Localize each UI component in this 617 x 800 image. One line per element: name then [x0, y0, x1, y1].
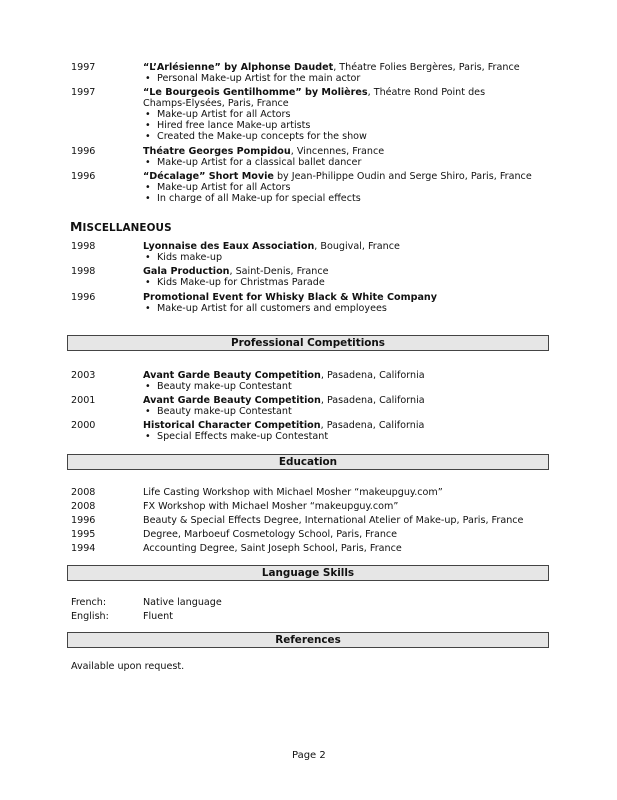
- education-text: FX Workshop with Michael Mosher “makeupguy.com”: [143, 501, 399, 512]
- bullet-item: • Make-up Artist for a classical ballet dancer: [143, 157, 523, 168]
- section-bar-references: [67, 632, 549, 648]
- entry-bullets: [143, 73, 523, 84]
- entry-bullets: [143, 157, 523, 168]
- education-year: 1996: [71, 515, 96, 526]
- entry-bullets: [143, 431, 523, 442]
- entry-year: 1997: [71, 62, 96, 73]
- entry-heading: [143, 420, 523, 431]
- education-text: Degree, Marboeuf Cosmetology School, Paris, France: [143, 529, 398, 540]
- entry-location: , Saint-Denis, France: [229, 266, 329, 277]
- entry-year: 2000: [71, 420, 96, 431]
- language-level: Fluent: [143, 611, 174, 622]
- entry-year: 1996: [71, 171, 96, 182]
- entry-heading: [143, 171, 532, 182]
- entry-location: , Bougival, France: [314, 241, 400, 252]
- entry-heading: [143, 62, 523, 73]
- entry-location: , Pasadena, California: [320, 395, 425, 406]
- entry-title: Lyonnaise des Eaux Association: [143, 241, 315, 252]
- education-row: [71, 501, 399, 512]
- language-level: Native language: [143, 597, 222, 608]
- entry-heading: [143, 395, 523, 406]
- entry-title: “L’Arlésienne” by Alphonse Daudet: [143, 62, 334, 73]
- bullet-item: • Make-up Artist for all Actors: [143, 182, 523, 193]
- page-number: Page 2: [292, 750, 326, 761]
- education-text: Beauty & Special Effects Degree, International Atelier of Make-up, Paris, France: [143, 515, 524, 526]
- education-year: 1994: [71, 543, 96, 554]
- entry-year: 2003: [71, 370, 96, 381]
- references-text: Available upon request.: [71, 661, 185, 672]
- bullet-item: • Kids make-up: [143, 252, 523, 263]
- section-title: Language Skills: [261, 567, 355, 579]
- entry-bullets: [143, 406, 523, 417]
- entry-year: 2001: [71, 395, 96, 406]
- section-bar-education: [67, 454, 549, 470]
- entry-title: Gala Production: [143, 266, 230, 277]
- bullet-item: • Hired free lance Make-up artists: [143, 120, 523, 131]
- entry-year: 1997: [71, 87, 96, 98]
- section-bar-languages: [67, 565, 549, 581]
- section-title: References: [275, 634, 341, 646]
- entry-heading: [143, 241, 523, 252]
- education-row: [71, 529, 398, 540]
- bullet-item: • Beauty make-up Contestant: [143, 406, 523, 417]
- bullet-item: • Special Effects make-up Contestant: [143, 431, 523, 442]
- education-text: Accounting Degree, Saint Joseph School, Paris, France: [143, 543, 402, 554]
- section-title: Professional Competitions: [231, 337, 385, 349]
- heading-initial: M: [70, 219, 83, 234]
- entry-location: , Pasadena, California: [320, 370, 425, 381]
- entry-title: Avant Garde Beauty Competition: [143, 395, 321, 406]
- education-text: Life Casting Workshop with Michael Mosher “makeupguy.com”: [143, 487, 443, 498]
- education-row: [71, 487, 443, 498]
- entry-bullets: [143, 277, 523, 288]
- language-name: English:: [71, 611, 109, 622]
- entry-bullets: [143, 182, 523, 204]
- entry-location: , Théatre Rond Point des Champs-Elysées, Paris, France: [143, 87, 486, 109]
- bullet-item: • Created the Make-up concepts for the show: [143, 131, 523, 142]
- entry-year: 1996: [71, 146, 96, 157]
- entry-location: , Vincennes, France: [290, 146, 385, 157]
- section-title: Education: [278, 456, 338, 468]
- entry-heading: [143, 146, 523, 157]
- entry-title: “Décalage” Short Movie: [143, 171, 274, 182]
- entry-title: Historical Character Competition: [143, 420, 321, 431]
- bullet-item: • Make-up Artist for all customers and employees: [143, 303, 523, 314]
- entry-bullets: [143, 252, 523, 263]
- entry-title: “Le Bourgeois Gentilhomme” by Molières: [143, 87, 368, 98]
- entry-heading: [143, 370, 523, 381]
- miscellaneous-heading: [70, 221, 172, 234]
- section-bar-competitions: [67, 335, 549, 351]
- entry-year: 1996: [71, 292, 96, 303]
- heading-rest: ISCELLANEOUS: [82, 222, 172, 234]
- education-year: 2008: [71, 501, 96, 512]
- entry-location: , Pasadena, California: [320, 420, 425, 431]
- entry-title: Promotional Event for Whisky Black & White Company: [143, 292, 438, 303]
- entry-title: Avant Garde Beauty Competition: [143, 370, 321, 381]
- entry-heading: [143, 266, 523, 277]
- bullet-item: • Kids Make-up for Christmas Parade: [143, 277, 523, 288]
- education-row: [71, 515, 524, 526]
- entry-location: , Théatre Folies Bergères, Paris, France: [333, 62, 520, 73]
- education-year: 1995: [71, 529, 96, 540]
- entry-bullets: [143, 303, 523, 314]
- language-name: French:: [71, 597, 107, 608]
- entry-title: Théatre Georges Pompidou: [143, 146, 291, 157]
- entry-heading: [143, 292, 523, 303]
- education-row: [71, 543, 402, 554]
- entry-location: by Jean-Philippe Oudin and Serge Shiro, Paris, France: [273, 171, 532, 182]
- entry-year: 1998: [71, 241, 96, 252]
- entry-bullets: [143, 109, 523, 142]
- education-year: 2008: [71, 487, 96, 498]
- bullet-item: • Personal Make-up Artist for the main actor: [143, 73, 523, 84]
- entry-heading: [143, 87, 523, 109]
- bullet-item: • In charge of all Make-up for special effects: [143, 193, 523, 204]
- bullet-item: • Make-up Artist for all Actors: [143, 109, 523, 120]
- entry-bullets: [143, 381, 523, 392]
- language-row: [71, 597, 222, 608]
- bullet-item: • Beauty make-up Contestant: [143, 381, 523, 392]
- language-row: [71, 611, 174, 622]
- entry-year: 1998: [71, 266, 96, 277]
